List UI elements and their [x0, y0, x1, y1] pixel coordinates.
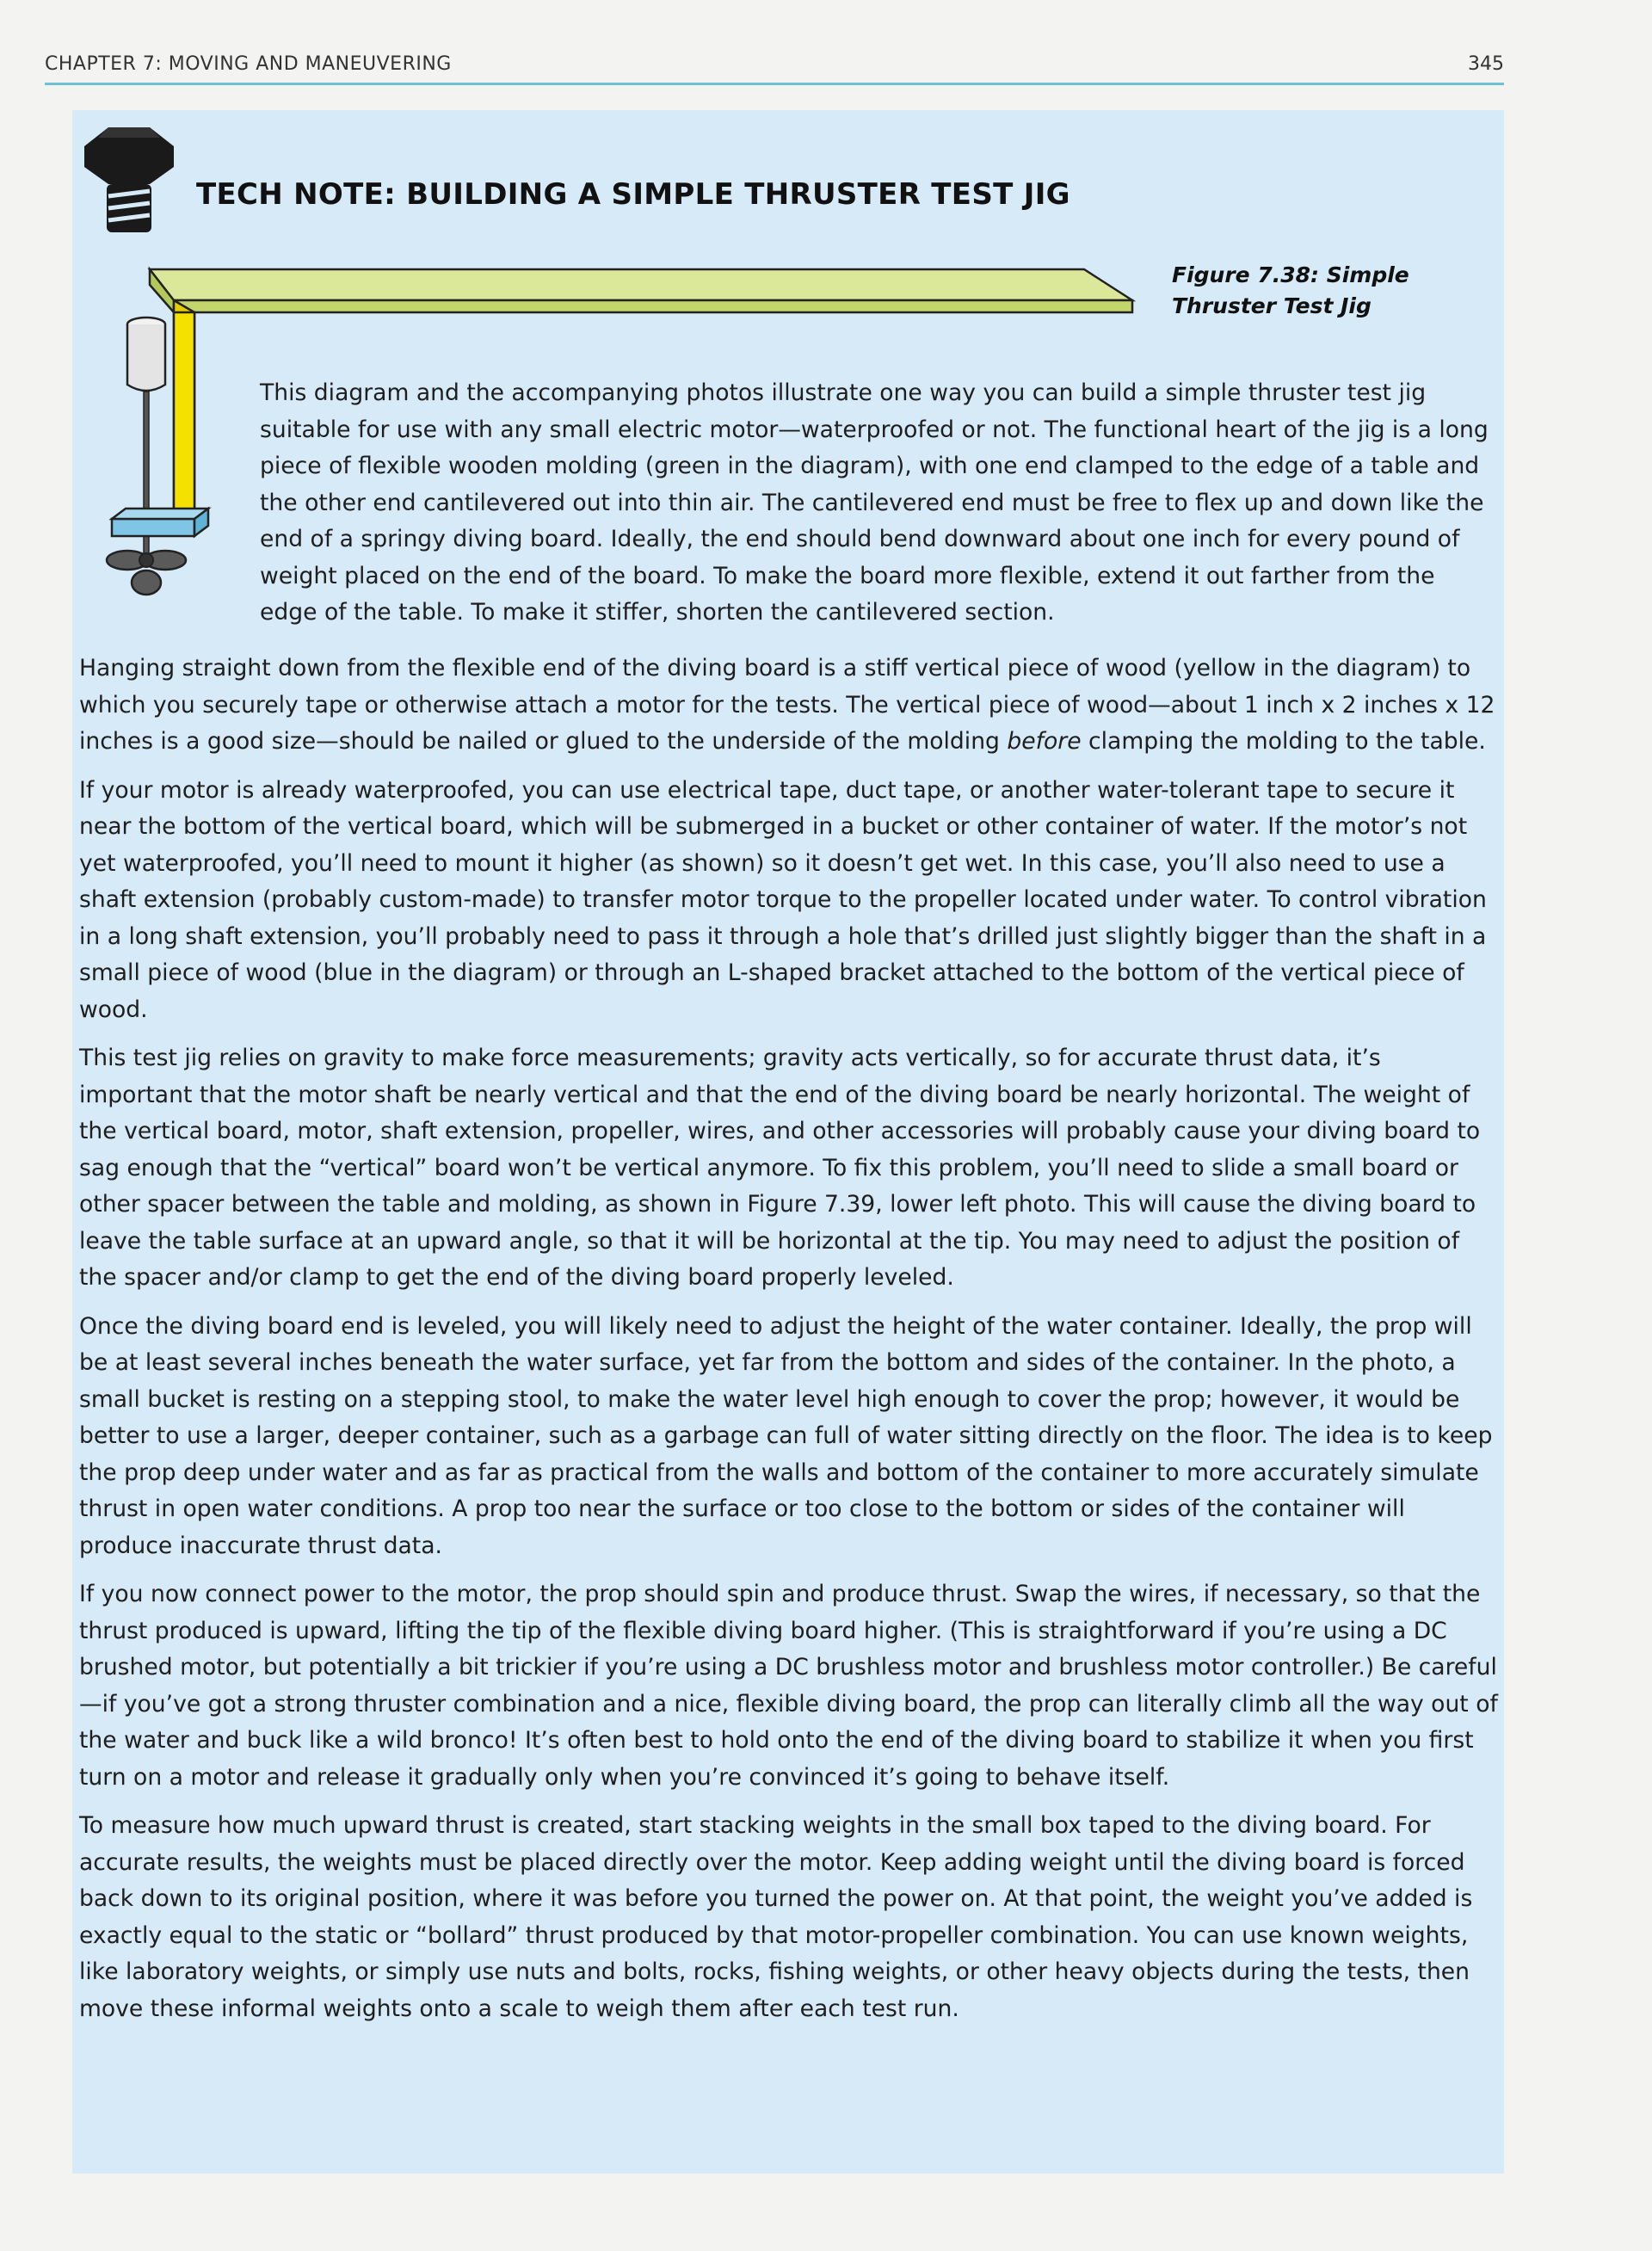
- body-text: [79, 651, 1499, 2039]
- page-number: 345: [1468, 53, 1504, 75]
- chapter-label: CHAPTER 7: MOVING AND MANEUVERING: [45, 53, 452, 75]
- header-rule: [45, 83, 1504, 85]
- figure-caption: Figure 7.38: Simple Thruster Test Jig: [1172, 262, 1409, 318]
- paragraph: This test jig relies on gravity to make force measurements; gravity acts vertically, so for accurate thrust data, it’s important that the motor shaft be nearly vertical and that the end of the diving board be nearly horizontal. The weight of the vertical board, motor, shaft extension, propeller, wires, and other accessories will probably cause your diving board to sag enough that the “vertical” board won’t be vertical anymore. To fix this problem, you’ll need to slide a small board or other spacer between the table and molding, as shown in Figure 7.39, lower left photo. This will cause the diving board to leave the table surface at an upward angle, so that it will be horizontal at the tip. You may need to adjust the position of the spacer and/or clamp to get the end of the diving board properly leveled.: [79, 1045, 1481, 1291]
- paragraph: To measure how much upward thrust is created, start stacking weights in the small box taped to the diving board. For accurate results, the weights must be placed directly over the motor. Keep adding weight until the diving board is forced back down to its original position, where it was before you turned the power on. At that point, the weight you’ve added is exactly equal to the static or “bollard” thrust produced by that motor-propeller combination. You can use known weights, like laboratory weights, or simply use nuts and bolts, rocks, fishing weights, or other heavy objects during the tests, then move these informal weights onto a scale to weigh them after each test run.: [79, 1812, 1473, 2022]
- running-header: [45, 52, 1504, 86]
- intro-paragraph: This diagram and the accompanying photos illustrate one way you can build a simple thruster test jig suitable for use with any small electric motor—waterproofed or not. The functional heart of the jig is a long piece of flexible wooden molding (green in the diagram), with one end clamped to the edge of a table and the other end cantilevered out into thin air. The cantilevered end must be free to flex up and down like the end of a springy diving board. Ideally, the end should bend downward about one inch for every pound of weight placed on the end of the board. To make the board more flexible, extend it out farther from the edge of the table. To make it stiffer, shorten the cantilevered section.: [260, 379, 1489, 626]
- paragraph: If you now connect power to the motor, the prop should spin and produce thrust. Swap the wires, if necessary, so that the thrust produced is upward, lifting the tip of the flexible diving board higher. (This is straightforward if you’re using a DC brushed motor, but potentially a bit trickier if you’re using a DC brushless motor and brushless motor controller.) Be careful—if you’ve got a strong thruster combination and a nice, flexible diving board, the prop can literally climb all the way out of the water and buck like a wild bronco! It’s often best to hold onto the end of the diving board to stabilize it when you first turn on a motor and release it gradually only when you’re convinced it’s going to behave itself.: [79, 1581, 1498, 1791]
- paragraph: Once the diving board end is leveled, you will likely need to adjust the height of the water container. Ideally, the prop will be at least several inches beneath the water surface, yet far from the bottom and sides of the container. In the photo, a small bucket is resting on a stepping stool, to make the water level high enough to cover the prop; however, it would be better to use a larger, deeper container, such as a garbage can full of water sitting directly on the floor. The idea is to keep the prop deep under water and as far as practical from the walls and bottom of the container to more accurately simulate thrust in open water conditions. A prop too near the surface or too close to the bottom or sides of the container will produce inaccurate thrust data.: [79, 1312, 1493, 1559]
- tech-note-title: TECH NOTE: BUILDING A SIMPLE THRUSTER TEST JIG: [196, 177, 1070, 212]
- bolt-icon: [77, 122, 181, 243]
- emphasis-before: before: [1007, 728, 1082, 755]
- paragraph: If your motor is already waterproofed, you can use electrical tape, duct tape, or another water-tolerant tape to secure it near the bottom of the vertical board, which will be submerged in a bucket or other container of water. If the motor’s not yet waterproofed, you’ll need to mount it higher (as shown) so it doesn’t get wet. In this case, you’ll also need to use a shaft extension (probably custom-made) to transfer motor torque to the propeller located under water. To control vibration in a long shaft extension, you’ll probably need to pass it through a hole that’s drilled just slightly bigger than the shaft in a small piece of wood (blue in the diagram) or through an L-shaped bracket attached to the bottom of the vertical piece of wood.: [79, 776, 1487, 1023]
- paragraph: Hanging straight down from the flexible end of the diving board is a stiff vertical piece of wood (yellow in the diagram) to which you securely tape or otherwise attach a motor for the tests. The vertical piece of wood—about 1 inch x 2 inches x 12 inches is a good size—should be nailed or glued to the underside of the molding before clamping the molding to the table.: [79, 655, 1495, 755]
